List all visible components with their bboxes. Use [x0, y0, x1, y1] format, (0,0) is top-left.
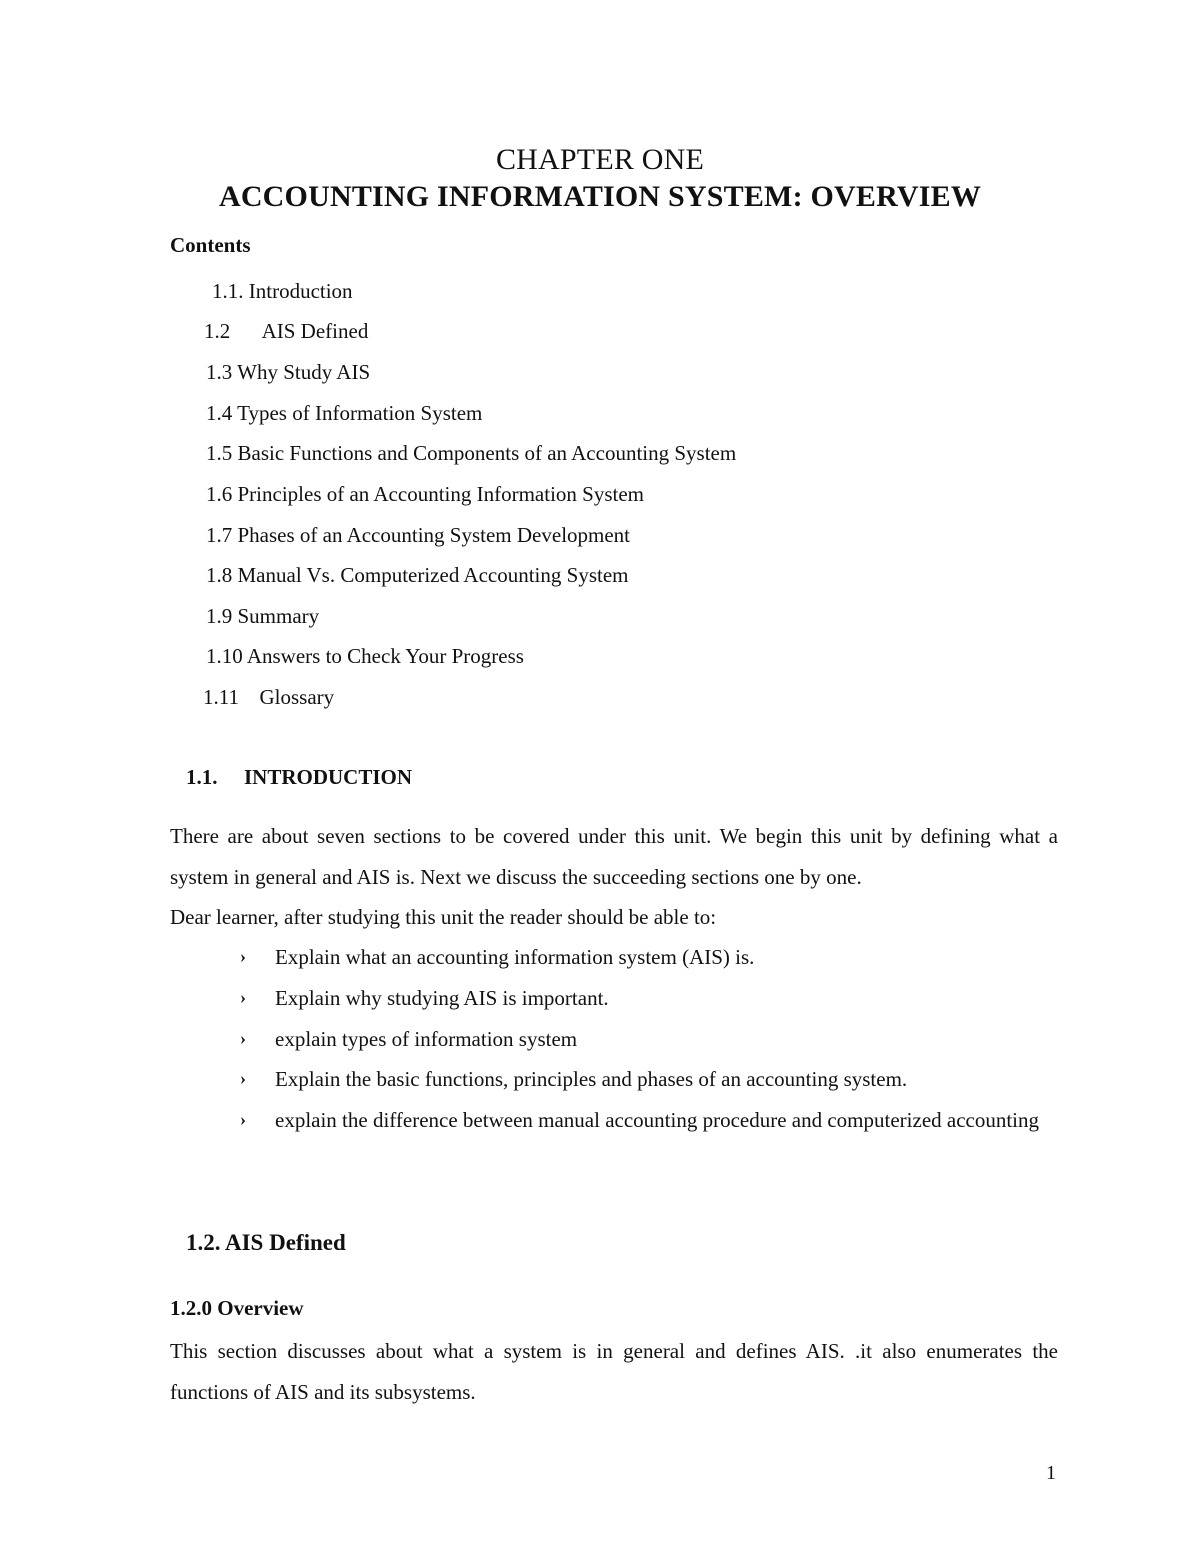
bullet-arrow-icon: ›: [240, 1028, 246, 1048]
toc-item-label: Glossary: [259, 685, 335, 709]
objective-item: Explain what an accounting information system (AIS) is.: [275, 945, 755, 969]
toc-item-label: Phases of an Accounting System Development: [237, 523, 631, 547]
toc-item-label: Introduction: [248, 279, 353, 303]
toc-item: [206, 643, 524, 669]
toc-item-number: 1.11: [203, 685, 239, 709]
bullet-arrow-icon: ›: [240, 987, 246, 1007]
bullet-arrow-icon: ›: [240, 1109, 246, 1129]
introduction-lead: Dear learner, after studying this unit the reader should be able to:: [170, 905, 717, 929]
toc-item: [206, 400, 482, 426]
toc-item-label: Answers to Check Your Progress: [246, 644, 524, 668]
toc-item: [212, 278, 353, 304]
toc-item: [203, 684, 334, 710]
toc-item-label: Principles of an Accounting Information System: [237, 482, 645, 506]
section-title: AIS Defined: [224, 1230, 346, 1255]
overview-heading: 1.2.0 Overview: [170, 1296, 304, 1320]
toc-item-number: 1.4: [206, 401, 233, 425]
objective-item: Explain why studying AIS is important.: [275, 986, 609, 1010]
toc-item-label: AIS Defined: [261, 319, 369, 343]
toc-item-label: Types of Information System: [237, 401, 483, 425]
toc-item-number: 1.3: [206, 360, 233, 384]
bullet-arrow-icon: ›: [240, 1068, 246, 1088]
toc-item-number: 1.9: [206, 604, 233, 628]
toc-item: [206, 603, 319, 629]
contents-heading: Contents: [170, 233, 251, 257]
objective-item: explain types of information system: [275, 1027, 578, 1051]
objective-item: Explain the basic functions, principles and phases of an accounting system.: [275, 1067, 908, 1091]
toc-item: [206, 440, 736, 466]
toc-item-number: 1.8: [206, 563, 233, 587]
toc-item: [206, 522, 630, 548]
toc-item: [206, 359, 370, 385]
ais-defined-heading: [186, 1230, 346, 1256]
toc-item-number: 1.7: [206, 523, 233, 547]
chapter-title: ACCOUNTING INFORMATION SYSTEM: OVERVIEW: [218, 180, 982, 213]
overview-paragraph: This section discusses about what a system is in general and defines AIS. .it also enumerates the functions of AIS and its subsystems.: [170, 1339, 1058, 1404]
toc-item-label: Manual Vs. Computerized Accounting System: [237, 563, 629, 587]
bullet-arrow-icon: ›: [240, 946, 246, 966]
objective-item: explain the difference between manual accounting procedure and computerized accounting: [275, 1108, 1040, 1132]
chapter-label: CHAPTER ONE: [495, 143, 705, 176]
page-number: 1: [1046, 1462, 1056, 1484]
toc-item: [206, 562, 628, 588]
section-number: 1.2.: [186, 1230, 221, 1255]
toc-item-number: 1.5: [206, 441, 233, 465]
toc-item: [206, 481, 644, 507]
toc-item-label: Basic Functions and Components of an Accounting System: [237, 441, 737, 465]
toc-item-label: Summary: [237, 604, 320, 628]
toc-item-number: 1.1.: [212, 279, 244, 303]
toc-item-number: 1.2: [204, 319, 231, 343]
introduction-heading: [186, 765, 412, 790]
toc-item-label: Why Study AIS: [237, 360, 371, 384]
toc-item-number: 1.10: [206, 644, 243, 668]
toc-item-number: 1.6: [206, 482, 233, 506]
section-number: 1.1.: [186, 765, 218, 789]
introduction-paragraph: There are about seven sections to be covered under this unit. We begin this unit by defining what a system in general and AIS is. Next we discuss the succeeding sections one by one.: [170, 824, 1058, 889]
toc-item: [204, 318, 368, 344]
section-title: INTRODUCTION: [244, 765, 413, 789]
